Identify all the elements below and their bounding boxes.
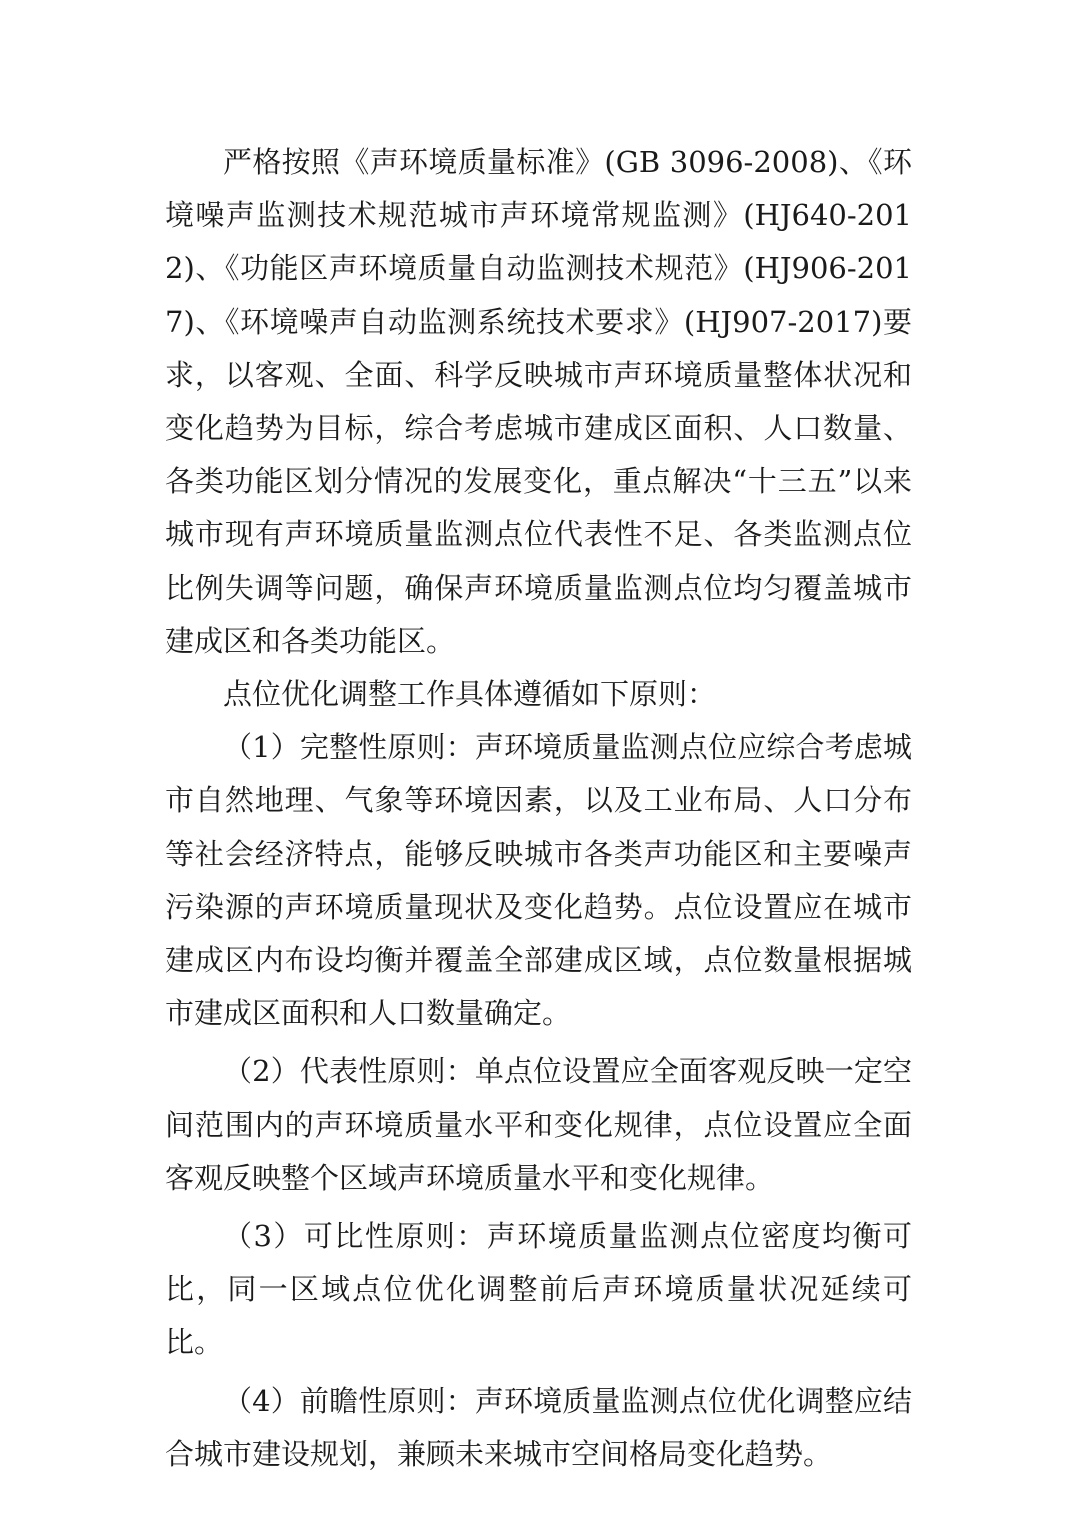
paragraph-principle-completeness: （1）完整性原则：声环境质量监测点位应综合考虑城市自然地理、气象等环境因素，以及工业布局、人口分布等社会经济特点，能够反映城市各类声功能区和主要噪声污染源的声环境质量现状及变化趋势。点位设置应在城市建成区内布设均衡并覆盖全部建成区域，点位数量根据城市建成区面积和人口数量确定。: [165, 730, 912, 1031]
paragraph-intro: 严格按照《声环境质量标准》(GB 3096-2008)、《环境噪声监测技术规范城市声环境常规监测》(HJ640-2012)、《功能区声环境质量自动监测技术规范》(HJ906-2017)、《环境噪声自动监测系统技术要求》(HJ907-2017)要求，以客观、全面、科学反映城市声环境质量整体状况和变化趋势为目标，综合考虑城市建成区面积、人口数量、各类功能区划分情况的发展变化，重点解决“十三五”以来城市现有声环境质量监测点位代表性不足、各类监测点位比例失调等问题，确保声环境质量监测点位均匀覆盖城市建成区和各类功能区。: [165, 145, 912, 658]
paragraph-principle-foresight: （4）前瞻性原则：声环境质量监测点位优化调整应结合城市建设规划，兼顾未来城市空间格局变化趋势。: [165, 1383, 912, 1471]
paragraph-principle-comparability: （3）可比性原则：声环境质量监测点位密度均衡可比，同一区域点位优化调整前后声环境质量状况延续可比。: [165, 1219, 912, 1360]
paragraph-principle-representativeness: （2）代表性原则：单点位设置应全面客观反映一定空间范围内的声环境质量水平和变化规律，点位设置应全面客观反映整个区域声环境质量水平和变化规律。: [165, 1054, 912, 1195]
document-body: [165, 136, 912, 1481]
paragraph-principles-lead: 点位优化调整工作具体遵循如下原则：: [223, 677, 717, 712]
